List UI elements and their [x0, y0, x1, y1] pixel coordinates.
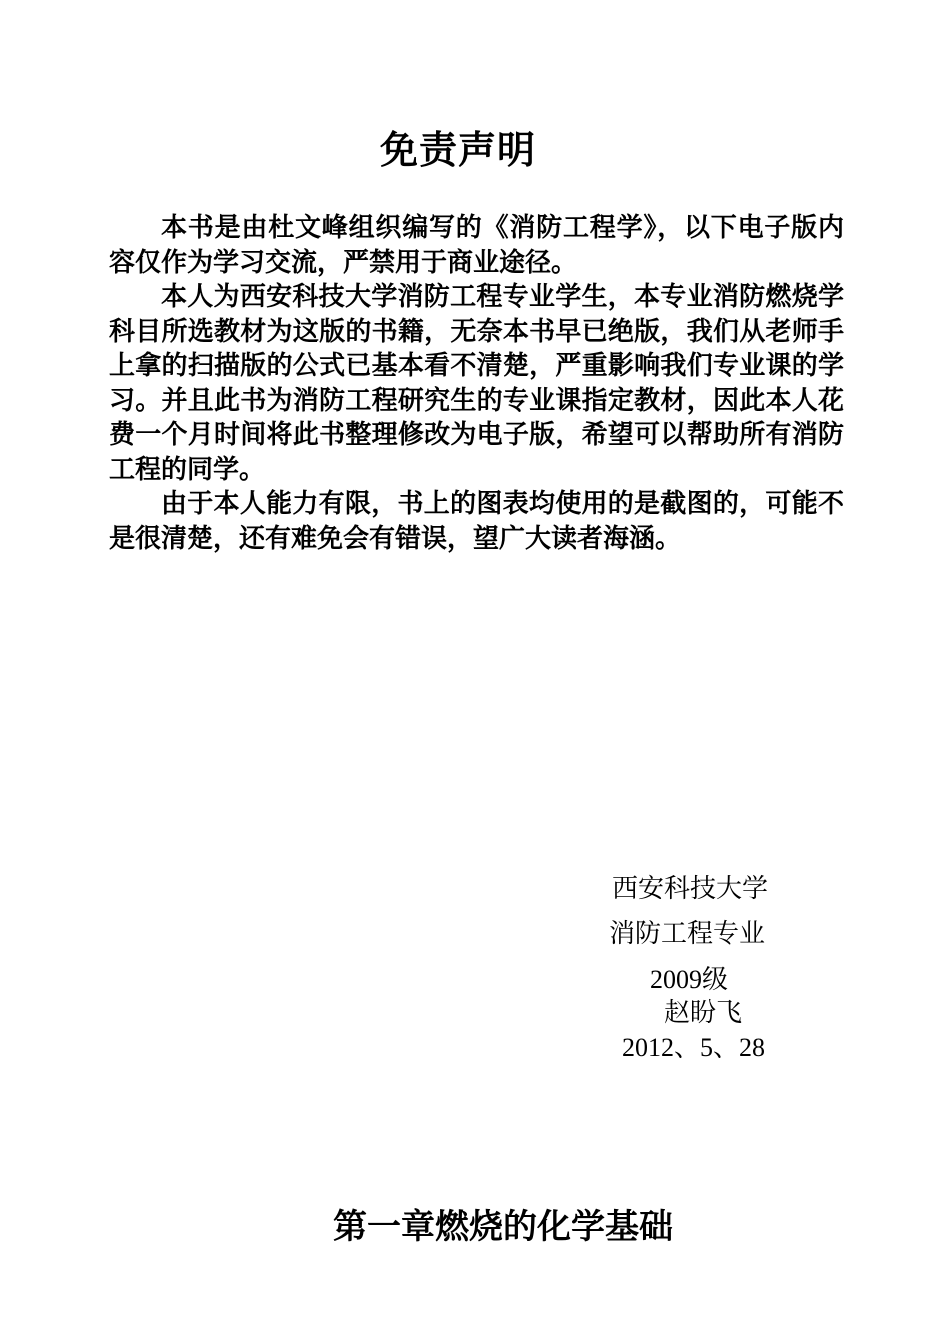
- paragraph-2: 本人为西安科技大学消防工程专业学生，本专业消防燃烧学科目所选教材为这版的书籍，无奈本书早已绝版，我们从老师手上拿的扫描版的公式已基本看不清楚，严重影响我们专业课的学习。并且此书为消防工程研究生的专业课指定教材，因此本人花费一个月时间将此书整理修改为电子版，希望可以帮助所有消防工程的同学。: [109, 282, 844, 485]
- signature-major: 消防工程专业: [609, 919, 766, 949]
- signature-school: 西安科技大学: [612, 874, 769, 904]
- signature-grade: 2009级: [650, 965, 729, 994]
- paragraph-3: 由于本人能力有限，书上的图表均使用的是截图的，可能不是很清楚，还有难免会有错误，望广大读者海涵。: [109, 489, 844, 554]
- page-title: 免责声明: [379, 127, 536, 172]
- signature-date: 2012、5、28: [622, 1033, 766, 1062]
- signature-name: 赵盼飞: [664, 998, 743, 1028]
- disclaimer-body: [109, 211, 844, 556]
- chapter-title: 第一章燃烧的化学基础: [333, 1207, 673, 1247]
- paragraph-1: 本书是由杜文峰组织编写的《消防工程学》，以下电子版内容仅作为学习交流，严禁用于商业途径。: [109, 213, 844, 278]
